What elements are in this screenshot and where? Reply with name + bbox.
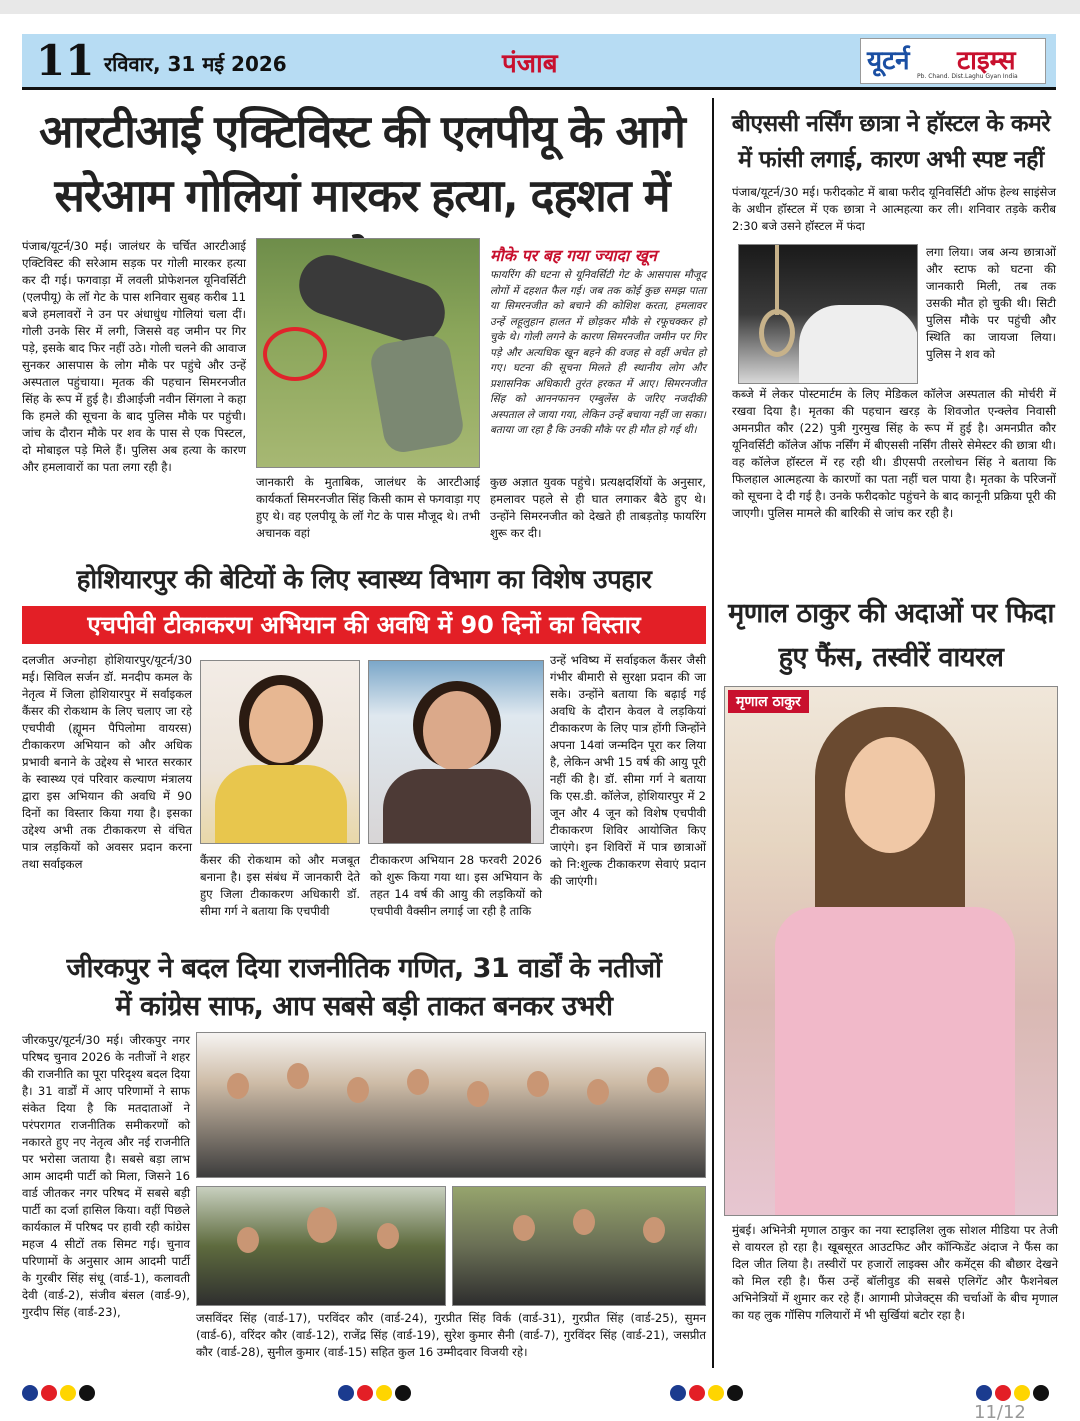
story1-column3: कुछ अज्ञात युवक पहुंचे। प्रत्यक्षदर्शियों के अनुसार, हमलावर पहले से ही घात लगाकर बैठे हुए थे। उन्होंने सिमरनजीत को देखते ही ताबड़तोड़ फायरिंग शुरू कर दी। bbox=[490, 475, 706, 540]
story2-column-c: टीकाकरण अभियान 28 फरवरी 2026 को शुरू किया गया था। इस अभियान के तहत 14 वर्ष की आयु की लड़कियों को एचपीवी वैक्सीन लगाई जा रही है ताकि bbox=[370, 853, 542, 918]
story2-column-b: कैंसर की रोकथाम को और मजबूत बनाना है। इस संबंध में जानकारी देते हुए जिला टीकाकरण अधिकारी डॉ. सीमा गर्ग ने बताया कि एचपीवी bbox=[200, 853, 360, 918]
candidate-crowd-photo-2 bbox=[452, 1186, 706, 1306]
story2-headline: होशियारपुर की बेटियों के लिए स्वास्थ्य विभाग का विशेष उपहार bbox=[76, 565, 652, 595]
person-head bbox=[647, 1067, 669, 1093]
story5-text: मुंबई। अभिनेत्री मृणाल ठाकुर का नया स्टाइलिश लुक सोशल मीडिया पर तेजी से वायरल हो रहा है। खूबसूरत आउटफिट और कॉन्फिडेंट अंदाज ने फैंस का दिल जीत लिया है। तस्वीरों पर हजारों लाइक्स और कमेंट्स की बौछार देखने को मिल रही है। फैंस उन्हें बॉलीवुड की सबसे एलिगेंट और फैशनेबल अभिनेत्रियों में शुमार कर रहे हैं। आगामी प्रोजेक्ट्स की चर्चाओं के बीच मृणाल का यह लुक गॉसिप गलियारों में भी सुर्खियां बटोर रहा है। bbox=[732, 1223, 1058, 1322]
story3-column: जीरकपुर/यूटर्न/30 मई। जीरकपुर नगर परिषद चुनाव 2026 के नतीजों ने शहर की राजनीति का पूरा परिदृश्य बदल दिया है। 31 वार्डों में आए परिणामों ने साफ संकेत दिया है कि मतदाताओं ने परंपरागत राजनीतिक समीकरणों को नकारते हुए नए नेतृत्व और नई राजनीति पर भरोसा जताया है। सबसे बड़ा लाभ आम आदमी पार्टी को मिला, जिसने 16 वार्ड जीतकर नगर परिषद में सबसे बड़ी पार्टी का दर्जा हासिल किया। वहीं पिछले कार्यकाल में परिषद पर हावी रही कांग्रेस महज 4 सीटों तक सिमट गई। चुनाव परिणामों के अनुसार आम आदमी पार्टी के गुरबीर सिंह संधू (वार्ड-1), कलावती देवी (वार्ड-2), संजीव बंसल (वार्ड-9), गुरदीप सिंह (वार्ड-23), bbox=[22, 1033, 190, 1319]
story4-text-bottom: कब्जे में लेकर पोस्टमार्टम के लिए मेडिकल कॉलेज अस्पताल की मोर्चरी में रखवा दिया है। मृतका की पहचान खरड़ के शिवजोत एन्क्लेव निवासी अमनप्रीत कौर (22) पुत्री गुरमुख सिंह के रूप में हुई है। अमनप्रीत कौर यूनिवर्सिटी कॉलेज ऑफ नर्सिंग में बीएससी नर्सिंग तीसरे सेमेस्टर की छात्रा थी। वह कॉलेज हॉस्टल में रह रही थी। डीएसपी तरलोचन सिंह ने बताया कि फिलहाल आत्महत्या के कारणों का पता नहीं चल पाया है। मृतका के परिजनों को सूचना दे दी गई है। उनके फरीदकोट पहुंचने के बाद कानूनी प्रक्रिया पूरी की जाएगी। पुलिस मामले की बारिकी से जांच कर रही है। bbox=[732, 387, 1056, 520]
dot-red bbox=[689, 1385, 705, 1401]
dot-red bbox=[995, 1385, 1011, 1401]
person-head bbox=[307, 1207, 337, 1243]
page-header bbox=[22, 34, 1056, 90]
dot-red bbox=[41, 1385, 57, 1401]
story3-photo-caption: जसविंदर सिंह (वार्ड-17), परविंदर कौर (वार्ड-24), गुरप्रीत सिंह विर्क (वार्ड-31), गुरप्रीत सिंह (वार्ड-25), सुमन (वार्ड-6), वरिंदर कौर (वार्ड-12), राजेंद्र सिंह (वार्ड-19), सुरेश कुमार सैनी (वार्ड-7), गुरविंदर सिंह (वार्ड-21), जसप्रीत कौर (वार्ड-28), सुनील कुमार (वार्ड-15) सहित कुल 16 उम्मीदवार विजयी रहे। bbox=[196, 1311, 706, 1359]
person-head bbox=[467, 1081, 489, 1107]
registration-dots bbox=[22, 1385, 98, 1403]
story2-subhead-bar bbox=[22, 606, 706, 644]
dot-yellow bbox=[60, 1385, 76, 1401]
face-shape bbox=[845, 737, 935, 853]
person-head bbox=[513, 1215, 535, 1241]
column-divider bbox=[712, 98, 714, 1368]
person-head bbox=[643, 1217, 665, 1243]
person-head bbox=[347, 1077, 369, 1103]
person-head bbox=[377, 1223, 399, 1249]
dot-blue bbox=[338, 1385, 354, 1401]
candidate-crowd-photo-1 bbox=[196, 1186, 446, 1306]
pistol-highlight-circle bbox=[263, 327, 327, 381]
dot-black bbox=[1033, 1385, 1049, 1401]
dot-black bbox=[79, 1385, 95, 1401]
story5-headline: मृणाल ठाकुर की अदाओं पर फिदा हुए फैंस, तस्वीरें वायरल bbox=[728, 598, 1054, 673]
story4-text-side: लगा लिया। जब अन्य छात्राओं और स्टाफ को घटना की जानकारी मिली, तब तक उसकी मौत हो चुकी थी। सिटी पुलिस मौके पर पहुंची और स्थिति का जायजा लिया। पुलिस ने शव को bbox=[926, 245, 1056, 361]
dot-black bbox=[395, 1385, 411, 1401]
noose-photo bbox=[738, 244, 918, 384]
registration-dots bbox=[976, 1385, 1052, 1403]
story2-column-d: उन्हें भविष्य में सर्वाइकल कैंसर जैसी गंभीर बीमारी से सुरक्षा प्रदान की जा सके। उन्होंने बताया कि बढ़ाई गई अवधि के दौरान केवल वे लड़कियां टीकाकरण के लिए पात्र होंगी जिन्होंने अपना 14वां जन्मदिन पूरा कर लिया है, लेकिन अभी 15 वर्ष की आयु पूरी नहीं की है। डॉ. सीमा गर्ग ने बताया कि एस.डी. कॉलेज, होशियारपुर में 2 जून और 4 जून को विशेष एचपीवी टीकाकरण शिविर आयोजित किए जाएंगे। इन शिविरों में पात्र छात्राओं को नि:शुल्क टीकाकरण सेवाएं प्रदान की जाएंगी। bbox=[550, 653, 706, 888]
crime-scene-photo bbox=[256, 238, 480, 468]
victory-crowd-photo bbox=[196, 1032, 706, 1178]
person-head bbox=[237, 1227, 259, 1253]
story1-side-text: फायरिंग की घटना से यूनिवर्सिटी गेट के आसपास मौजूद लोगों में दहशत फैल गई। जब तक कोई कुछ समझ पाता या सिमरनजीत को बचाने की कोशिश करता, हमलावर उन्हें लहूलुहान हालत में छोड़कर मौके से रफूचक्कर हो चुके थे। गोली लगने के कारण सिमरनजीत जमीन पर गिर पड़े और अत्यधिक खून बहने की वजह से वहीं अचेत हो गए। घटना की सूचना मिलते ही स्थानीय लोग और प्रशासनिक अधिकारी तुरंत हरकत में आए। सिमरनजीत सिंह को आननफानन एम्बुलेंस के जरिए नजदीकी अस्पताल ले जाया गया, लेकिन उन्हें बचाया नहीं जा सका। बताया जा रहा है कि उनकी मौके पर ही मौत हो गई थी। bbox=[490, 269, 706, 436]
page-number: 11 bbox=[36, 36, 95, 85]
dot-yellow bbox=[708, 1385, 724, 1401]
registration-dots bbox=[670, 1385, 746, 1403]
noose-loop-shape bbox=[759, 309, 795, 357]
story1-column1: पंजाब/यूटर्न/30 मई। जालंधर के चर्चित आरटीआई एक्टिविस्ट की सरेआम सड़क पर गोली मारकर हत्या कर दी गई। फगवाड़ा में लवली प्रोफेशनल यूनिवर्सिटी (एलपीयू) के लॉ गेट के पास शनिवार सुबह करीब 11 बजे हमलावरों ने उन पर अंधाधुंध गोलियां चला दीं। गोली उनके सिर में लगी, जिससे वह जमीन पर गिर पड़े, इसके बाद फिर नहीं उठे। गोली चलने की आवाज सुनकर आसपास के लोग मौके पर पहुंचे और उन्हें अस्पताल पहुंचाया। मृतक की पहचान सिमरनजीत सिंह के रूप में हुई है। डीआईजी नवीन सिंगला ने कहा कि हमले की सूचना के बाद पुलिस मौके पर पहुंची। जांच के दौरान मौके पर शव के पास से एक पिस्टल, दो मोबाइल पड़े मिले हैं। पुलिस अब हत्या के कारण और हमलावारों का पता लगा रही है। bbox=[22, 239, 246, 474]
newspaper-logo bbox=[860, 38, 1046, 84]
dot-yellow bbox=[1014, 1385, 1030, 1401]
logo-subtitle: Pb. Chand. Dist.Laghu Gyan India bbox=[917, 73, 1018, 80]
face-shape bbox=[423, 691, 491, 771]
story3-headline-line1: जीरकपुर ने बदल दिया राजनीतिक गणित, 31 वार्डों के नतीजों bbox=[66, 953, 662, 984]
story2-subhead: एचपीवी टीकाकरण अभियान की अवधि में 90 दिनों का विस्तार bbox=[87, 611, 641, 639]
dot-yellow bbox=[376, 1385, 392, 1401]
doctor-photo-1 bbox=[200, 660, 360, 844]
victim-legs bbox=[368, 333, 466, 455]
story2-column-a: दलजीत अज्नोहा होशियारपुर/यूटर्न/30 मई। सिविल सर्जन डॉ. मनदीप कमल के नेतृत्व में जिला होशियारपुर में सर्वाइकल कैंसर की रोकथाम के लिए चलाए जा रहे एचपीवी (ह्यूमन पैपिलोमा वायरस) टीकाकरण अभियान को और अधिक प्रभावी बनाने के उद्देश्य से भारत सरकार के स्वास्थ्य एवं परिवार कल्याण मंत्रालय द्वारा इस अभियान की अवधि में 90 दिनों का विस्तार किया गया है। इसका उद्देश्य अभी तक टीकाकरण से वंचित पात्र लड़कियों को अवसर प्रदान करना तथा सर्वाइकल bbox=[22, 653, 192, 871]
actress-photo-tag: मृणाल ठाकुर bbox=[728, 690, 809, 713]
actress-photo bbox=[724, 686, 1058, 1216]
covered-body-shape bbox=[799, 305, 918, 384]
dot-red bbox=[357, 1385, 373, 1401]
dress-shape bbox=[775, 907, 1015, 1216]
section-title: पंजाब bbox=[502, 49, 558, 79]
story1-side-title: मौके पर बह गया ज्यादा खून bbox=[490, 246, 657, 265]
rope-shape bbox=[775, 245, 779, 315]
story1-headline-line2: सरेआम गोलियां मारकर हत्या, दहशत में bbox=[54, 169, 670, 222]
person-head bbox=[227, 1073, 249, 1099]
shirt-shape bbox=[215, 765, 347, 844]
story3-headline-line2: में कांग्रेस साफ, आप सबसे बड़ी ताकत बनकर उभरी bbox=[115, 991, 613, 1022]
face-shape bbox=[249, 685, 313, 763]
viewer-top-bar bbox=[0, 0, 1080, 14]
person-head bbox=[573, 1209, 595, 1235]
story1-column2: जानकारी के मुताबिक, जालंधर के आरटीआई कार्यकर्ता सिमरनजीत सिंह किसी काम से फगवाड़ा गए हुए थे। वह एलपीयू के लॉ गेट के पास मौजूद थे। तभी अचानक वहां bbox=[256, 475, 480, 540]
registration-dots bbox=[338, 1385, 414, 1403]
page-indicator[interactable]: 11/12 bbox=[974, 1402, 1026, 1421]
shirt-shape bbox=[383, 769, 531, 844]
dot-black bbox=[727, 1385, 743, 1401]
story4-text-top: पंजाब/यूटर्न/30 मई। फरीदकोट में बाबा फरीद यूनिवर्सिटी ऑफ हेल्थ साइंसेज के अधीन हॉस्टल में एक छात्रा ने आत्महत्या कर ली। शनिवार तड़के करीब 2:30 बजे उसने हॉस्टल में फंदा bbox=[732, 185, 1056, 233]
person-head bbox=[587, 1079, 609, 1105]
person-head bbox=[527, 1071, 549, 1097]
doctor-photo-2 bbox=[368, 660, 544, 844]
dot-blue bbox=[22, 1385, 38, 1401]
story3-headline bbox=[22, 950, 706, 1026]
story1-headline-line1: आरटीआई एक्टिविस्ट की एलपीयू के आगे bbox=[39, 105, 685, 158]
story4-headline: बीएससी नर्सिंग छात्रा ने हॉस्टल के कमरे में फांसी लगाई, कारण अभी स्पष्ट नहीं bbox=[731, 111, 1051, 173]
page-date: रविवार, 31 मई 2026 bbox=[104, 52, 287, 76]
dot-blue bbox=[670, 1385, 686, 1401]
person-head bbox=[407, 1069, 429, 1095]
dot-blue bbox=[976, 1385, 992, 1401]
person-head bbox=[287, 1063, 309, 1089]
logo-part-a: यूटर्न bbox=[867, 46, 910, 76]
logo-part-b: टाइम्स bbox=[957, 46, 1016, 76]
